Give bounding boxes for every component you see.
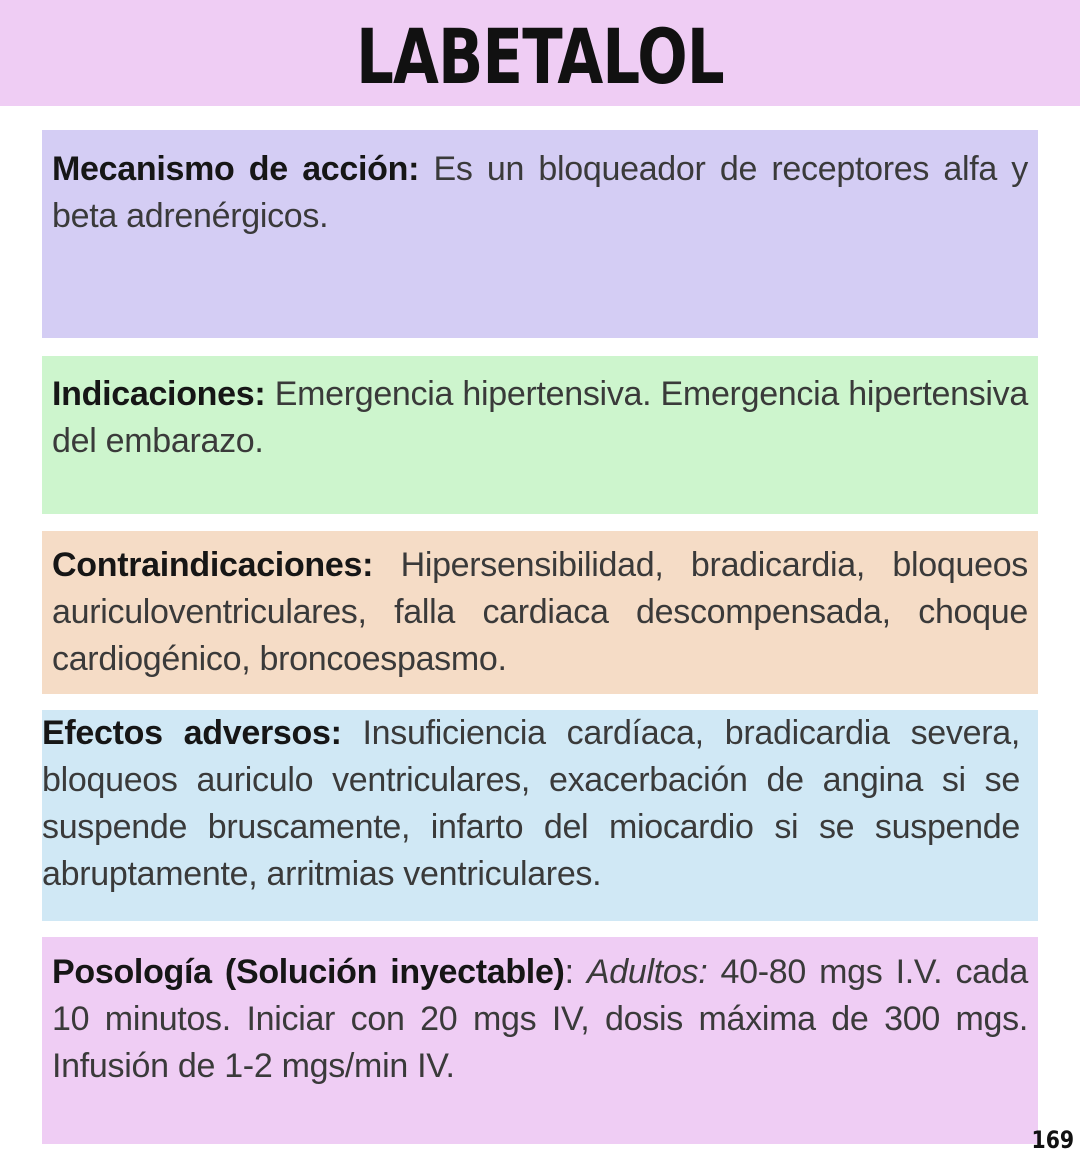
page-title: LABETALOL	[356, 12, 724, 101]
mecanismo-section	[42, 130, 1038, 338]
posologia-section	[42, 937, 1038, 1144]
mecanismo-label: Mecanismo de acción:	[52, 150, 420, 188]
posologia-label: Posología (Solución inyectable)	[52, 953, 565, 991]
posologia-subject: Adultos:	[586, 953, 708, 991]
contraindicaciones-section	[42, 531, 1038, 694]
indicaciones-text: Emergencia hipertensiva. Emergencia hipertensiva del embarazo.	[52, 375, 1028, 460]
posologia-text: 40-80 mgs I.V. cada 10 minutos. Iniciar con 20 mgs IV, dosis máxima de 300 mgs. Infusión de 1-2 mgs/min IV.	[52, 953, 1028, 1085]
indicaciones-label: Indicaciones:	[52, 375, 266, 413]
efectos-text: Insuficiencia cardíaca, bradicardia severa, bloqueos auriculo ventriculares, exacerbación de angina si se suspende bruscamente, infarto del miocardio si se suspende abruptamente, arritmias ventriculares.	[42, 714, 1020, 893]
indicaciones-paragraph	[52, 371, 1028, 465]
posologia-separator: :	[564, 953, 574, 991]
efectos-label: Efectos adversos:	[42, 714, 342, 752]
mecanismo-paragraph	[52, 146, 1028, 240]
posologia-paragraph	[52, 949, 1028, 1090]
efectos-section	[42, 710, 1038, 921]
contraindicaciones-label: Contraindicaciones:	[52, 546, 374, 584]
page-number: 169	[1031, 1126, 1074, 1154]
contraindicaciones-text: Hipersensibilidad, bradicardia, bloqueos auriculoventriculares, falla cardiaca descompensada, choque cardiogénico, broncoespasmo.	[52, 546, 1029, 678]
efectos-paragraph	[42, 710, 1020, 898]
contraindicaciones-paragraph	[52, 542, 1028, 683]
mecanismo-text: Es un bloqueador de receptores alfa y beta adrenérgicos.	[52, 150, 1028, 235]
indicaciones-section	[42, 356, 1038, 514]
